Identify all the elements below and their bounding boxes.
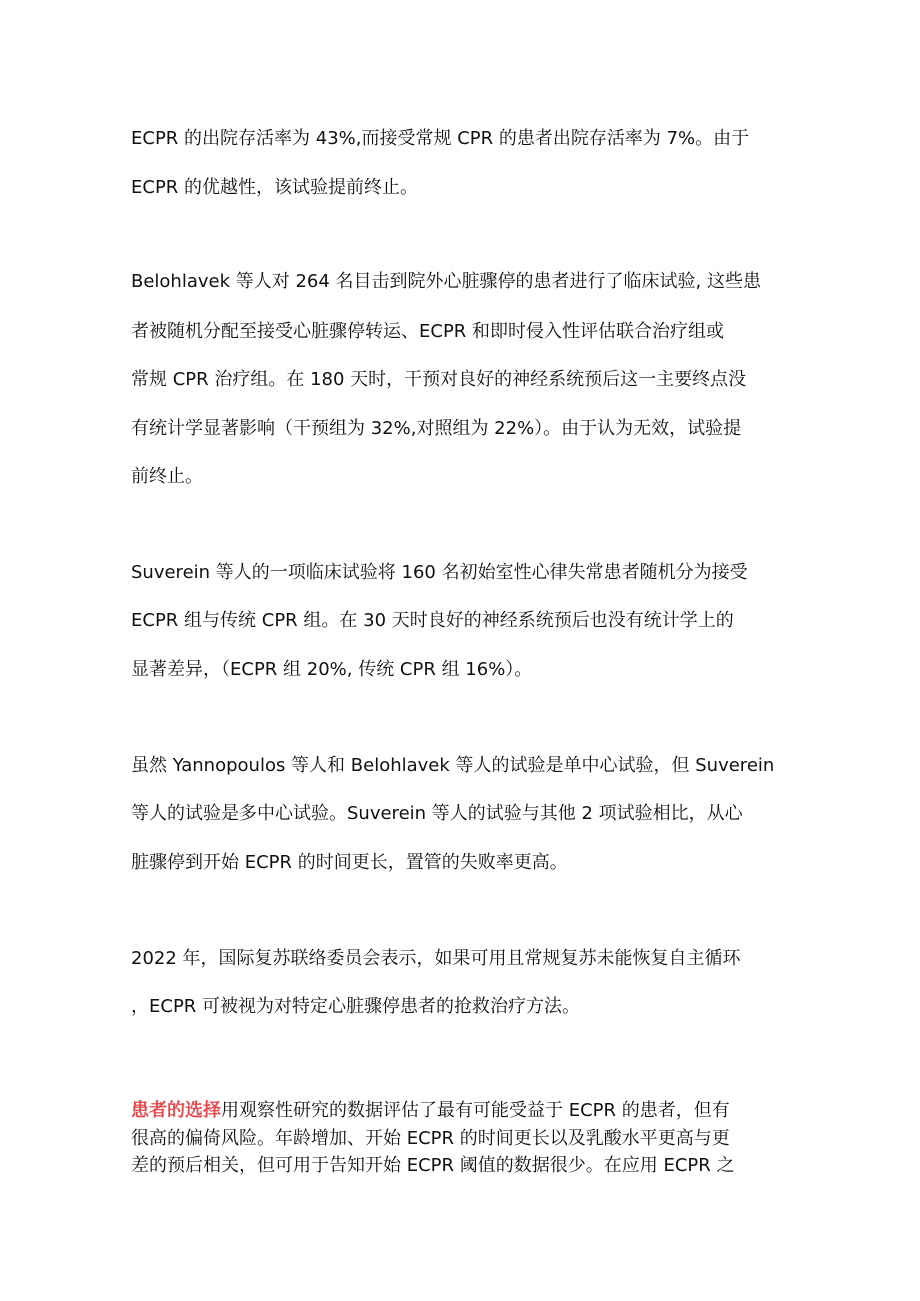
- section-heading-patient-selection: 患者的选择: [131, 1100, 221, 1121]
- paragraph-2-line-4: 有统计学显著影响（干预组为 32%,对照组为 22%）。由于认为无效，试验提: [131, 418, 742, 439]
- paragraph-3-line-1: Suverein 等人的一项临床试验将 160 名初始室性心律失常患者随机分为接受: [131, 562, 748, 583]
- paragraph-6-line-1-text: 用观察性研究的数据评估了最有可能受益于 ECPR 的患者，但有: [221, 1100, 730, 1121]
- paragraph-5-line-1: 2022 年，国际复苏联络委员会表示，如果可用且常规复苏未能恢复自主循环: [131, 948, 741, 969]
- paragraph-2-line-1: Belohlavek 等人对 264 名目击到院外心脏骤停的患者进行了临床试验, 这些患: [131, 271, 761, 292]
- paragraph-6-line-2: 很高的偏倚风险。年龄增加、开始 ECPR 的时间更长以及乳酸水平更高与更: [131, 1128, 730, 1149]
- paragraph-4-line-1: 虽然 Yannopoulos 等人和 Belohlavek 等人的试验是单中心试验，但 Suverein: [131, 755, 775, 776]
- paragraph-1-line-1: ECPR 的出院存活率为 43%,而接受常规 CPR 的患者出院存活率为 7%。由于: [131, 128, 750, 149]
- paragraph-5-line-2: ，ECPR 可被视为对特定心脏骤停患者的抢救治疗方法。: [131, 996, 581, 1017]
- paragraph-4-line-3: 脏骤停到开始 ECPR 的时间更长，置管的失败率更高。: [131, 852, 568, 873]
- paragraph-1-line-2: ECPR 的优越性，该试验提前终止。: [131, 177, 419, 198]
- paragraph-4-line-2: 等人的试验是多中心试验。Suverein 等人的试验与其他 2 项试验相比，从心: [131, 803, 743, 824]
- paragraph-2-line-3: 常规 CPR 治疗组。在 180 天时，干预对良好的神经系统预后这一主要终点没: [131, 369, 747, 390]
- paragraph-6-line-3: 差的预后相关，但可用于告知开始 ECPR 阈值的数据很少。在应用 ECPR 之: [131, 1155, 735, 1176]
- paragraph-6-line-1: [131, 1099, 730, 1123]
- paragraph-3-line-3: 显著差异，（ECPR 组 20%, 传统 CPR 组 16%）。: [131, 659, 533, 680]
- paragraph-2-line-5: 前终止。: [131, 466, 203, 487]
- paragraph-3-line-2: ECPR 组与传统 CPR 组。在 30 天时良好的神经系统预后也没有统计学上的: [131, 610, 734, 631]
- paragraph-2-line-2: 者被随机分配至接受心脏骤停转运、ECPR 和即时侵入性评估联合治疗组或: [131, 321, 725, 342]
